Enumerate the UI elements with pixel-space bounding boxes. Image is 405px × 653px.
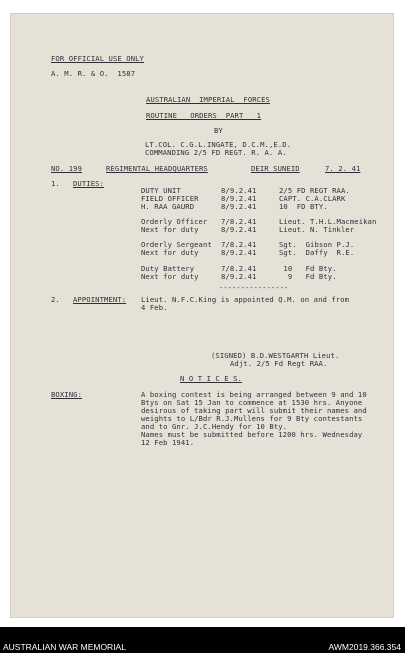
- place: DEIR SUNEID: [251, 164, 300, 173]
- appointment-number: 2.: [51, 295, 60, 304]
- boxing-notice-line: desirous of taking part will submit their names and: [141, 406, 367, 415]
- headquarters: REGIMENTAL HEADQUARTERS: [106, 164, 208, 173]
- duty-date: 8/9.2.41: [221, 202, 257, 211]
- duty-date: 8/9.2.41: [221, 248, 257, 257]
- duty-assignee: 9 Fd Bty.: [279, 272, 337, 281]
- duties-number: 1.: [51, 179, 60, 188]
- document-title: AUSTRALIAN IMPERIAL FORCES: [146, 95, 270, 104]
- duty-date: 7/8.2.41: [221, 240, 257, 249]
- duty-date: 8/9.2.41: [221, 272, 257, 281]
- boxing-notice-line: weights to L/Bdr R.J.Mullens for 9 Bty contestants: [141, 414, 363, 423]
- document-subtitle: ROUTINE ORDERS PART 1: [146, 111, 262, 120]
- official-use-heading: FOR OFFICIAL USE ONLY: [51, 54, 144, 63]
- duty-date: 7/8.2.41: [221, 264, 257, 273]
- duty-assignee: Lieut. N. Tinkler: [279, 225, 355, 234]
- boxing-notice-line: A boxing contest is being arranged between 9 and 10: [141, 390, 367, 399]
- duty-role: Next for duty: [141, 248, 199, 257]
- boxing-notice-line: and to Gnr. J.C.Hendy for 10 Bty.: [141, 422, 288, 431]
- order-number: NO. 199: [51, 164, 82, 173]
- duty-role: Duty Battery: [141, 264, 195, 273]
- duty-role: FIELD OFFICER: [141, 194, 199, 203]
- section-divider: ----------------: [219, 283, 289, 292]
- duty-role: DUTY UNIT: [141, 186, 181, 195]
- footer-institution: AUSTRALIAN WAR MEMORIAL: [3, 642, 126, 652]
- duty-role: H. RAA GAURD: [141, 202, 195, 211]
- signature-title: Adjt. 2/5 Fd Regt RAA.: [230, 359, 328, 368]
- duty-assignee: 10 Fd Bty.: [279, 264, 337, 273]
- duty-assignee: Lieut. T.H.L.Macmeikan: [279, 217, 377, 226]
- boxing-label: BOXING:: [51, 390, 82, 399]
- appointment-text: 4 Feb.: [141, 303, 168, 312]
- duty-assignee: 2/5 FD REGT RAA.: [279, 186, 350, 195]
- footer-bar: [0, 627, 405, 653]
- boxing-notice-line: Btys on Sat 15 Jan to commence at 1530 hrs. Anyone: [141, 398, 363, 407]
- duty-date: 8/9.2.41: [221, 225, 257, 234]
- footer-catalog-id: AWM2019.366.354: [328, 642, 401, 652]
- duty-assignee: Sgt. Daffy R.E.: [279, 248, 355, 257]
- duty-role: Orderly Officer: [141, 217, 208, 226]
- duty-role: Orderly Sergeant: [141, 240, 212, 249]
- duty-date: 8/9.2.41: [221, 194, 257, 203]
- duty-date: 8/9.2.41: [221, 186, 257, 195]
- officer-name: LT.COL. C.G.L.INGATE, D.C.M.,E.D.: [145, 140, 292, 149]
- appointment-text: Lieut. N.F.C.King is appointed Q.M. on and from: [141, 295, 350, 304]
- duty-role: Next for duty: [141, 272, 199, 281]
- order-date: 7. 2. 41: [325, 164, 361, 173]
- boxing-notice-line: 12 Feb 1941.: [141, 438, 195, 447]
- appointment-label: APPOINTMENT:: [73, 295, 127, 304]
- signature-line: (SIGNED) B.D.WESTGARTH Lieut.: [211, 351, 340, 360]
- amr-reference: A. M. R. & O. 1587: [51, 69, 136, 78]
- duty-assignee: 10 FD BTY.: [279, 202, 328, 211]
- notices-heading: N O T I C E S.: [180, 374, 242, 383]
- duty-role: Next for duty: [141, 225, 199, 234]
- officer-command: COMMANDING 2/5 FD REGT. R. A. A.: [145, 148, 287, 157]
- by-label: BY: [214, 126, 223, 135]
- duties-label: DUTIES:: [73, 179, 104, 188]
- duty-date: 7/8.2.41: [221, 217, 257, 226]
- duty-assignee: CAPT. C.A.CLARK: [279, 194, 346, 203]
- duty-assignee: Sgt. Gibson P.J.: [279, 240, 355, 249]
- boxing-notice-line: Names must be submitted before 1200 hrs. Wednesday: [141, 430, 363, 439]
